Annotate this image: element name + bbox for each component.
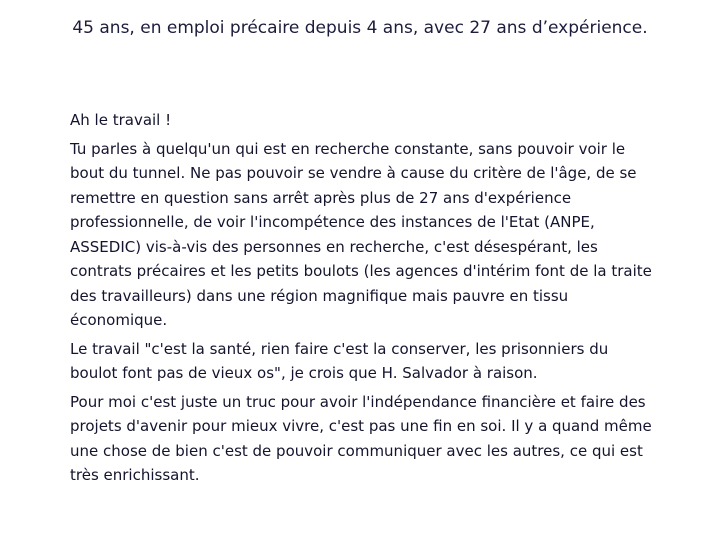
paragraph-health-quote: Le travail "c'est la santé, rien faire c'est la conserver, les prisonniers du boulot font pas de vieux os", je crois que H. Salvador à raison. [70,339,609,382]
paragraph-job-search: Tu parles à quelqu'un qui est en recherche constante, sans pouvoir voir le bout du tunnel. Ne pas pouvoir se vendre à cause du critère de l'âge, de se remettre en question sans arrêt après plus de 27 ans d'expérience professionnelle, de voir l'incompétence des instances de l'Etat (ANPE, ASSEDIC) vis-à-vis des personnes en recherche, c'est désespérant, les contrats précaires et les petits boulots (les agences d'intérim font de la traite des travailleurs) dans une région magnifique mais pauvre en tissu économique. [70,139,652,329]
paragraph-intro: Ah le travail ! [70,111,172,129]
slide-title: 45 ans, en emploi précaire depuis 4 ans, avec 27 ans d’expérience. [72,18,648,38]
slide-body [70,108,660,492]
paragraph-independence: Pour moi c'est juste un truc pour avoir l'indépendance financière et faire des projets d'avenir pour mieux vivre, c'est pas une fin en soi. Il y a quand même une chose de bien c'est de pouvoir communiquer avec les autres, ce qui est très enrichissant. [70,392,652,484]
